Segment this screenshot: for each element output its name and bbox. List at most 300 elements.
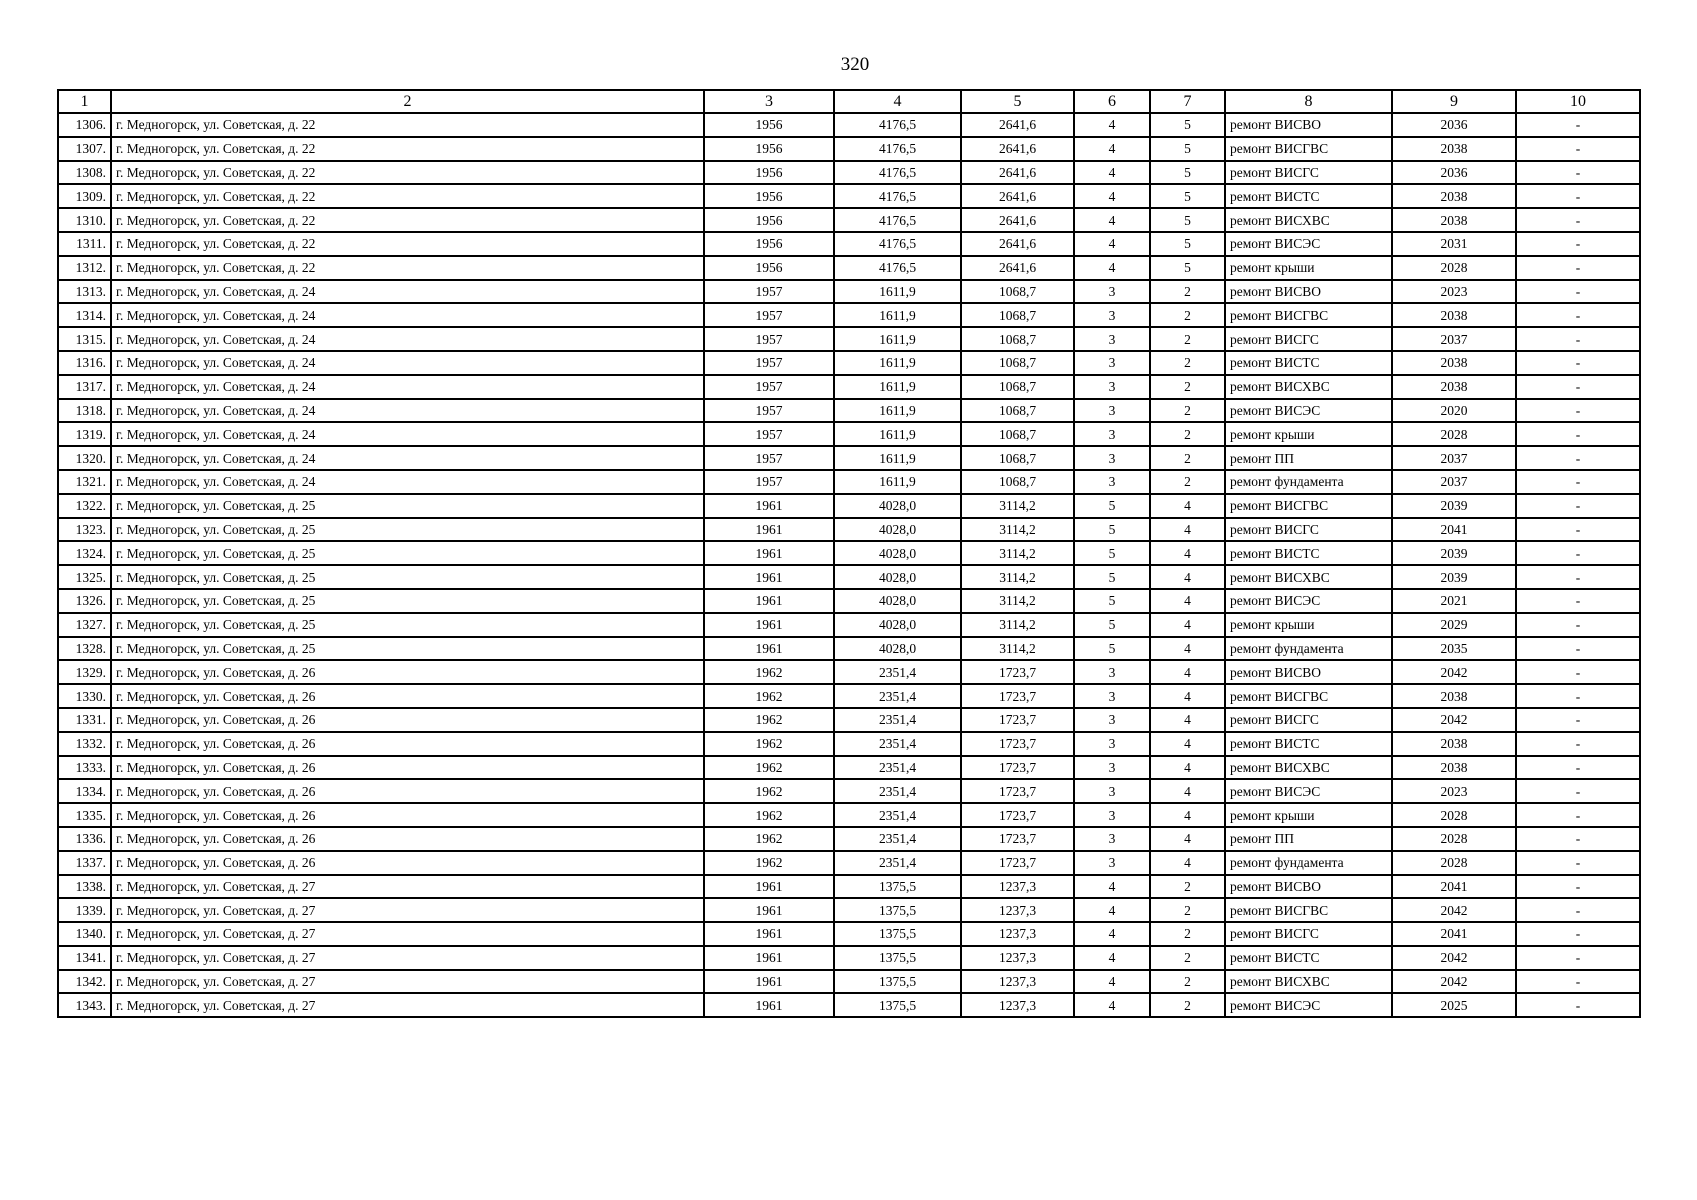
note-cell: - (1516, 232, 1640, 256)
work-type-cell: ремонт ВИСГС (1225, 327, 1392, 351)
entrances-cell: 4 (1150, 827, 1225, 851)
entrances-cell: 5 (1150, 184, 1225, 208)
year-built-cell: 1956 (704, 256, 834, 280)
work-type-cell: ремонт ВИСЭС (1225, 399, 1392, 423)
planned-year-cell: 2028 (1392, 256, 1516, 280)
living-area-cell: 2641,6 (961, 161, 1074, 185)
table-row (58, 303, 1640, 327)
work-type-cell: ремонт ВИСТС (1225, 946, 1392, 970)
floors-cell: 5 (1074, 494, 1150, 518)
work-type-cell: ремонт ВИСГС (1225, 708, 1392, 732)
year-built-cell: 1956 (704, 137, 834, 161)
table-row (58, 470, 1640, 494)
table-row (58, 161, 1640, 185)
planned-year-cell: 2038 (1392, 184, 1516, 208)
note-cell: - (1516, 256, 1640, 280)
note-cell: - (1516, 422, 1640, 446)
entrances-cell: 2 (1150, 303, 1225, 327)
work-type-cell: ремонт фундамента (1225, 637, 1392, 661)
row-number-cell: 1320. (58, 446, 111, 470)
total-area-cell: 1611,9 (834, 280, 961, 304)
floors-cell: 3 (1074, 399, 1150, 423)
floors-cell: 4 (1074, 137, 1150, 161)
total-area-cell: 4176,5 (834, 232, 961, 256)
year-built-cell: 1961 (704, 875, 834, 899)
row-number-cell: 1324. (58, 541, 111, 565)
year-built-cell: 1957 (704, 422, 834, 446)
note-cell: - (1516, 898, 1640, 922)
work-type-cell: ремонт ВИСХВС (1225, 565, 1392, 589)
address-cell: г. Медногорск, ул. Советская, д. 26 (111, 756, 704, 780)
row-number-cell: 1337. (58, 851, 111, 875)
planned-year-cell: 2042 (1392, 708, 1516, 732)
floors-cell: 3 (1074, 470, 1150, 494)
living-area-cell: 2641,6 (961, 232, 1074, 256)
total-area-cell: 1375,5 (834, 993, 961, 1017)
total-area-cell: 4176,5 (834, 208, 961, 232)
living-area-cell: 1723,7 (961, 851, 1074, 875)
floors-cell: 3 (1074, 803, 1150, 827)
table-row (58, 541, 1640, 565)
floors-cell: 4 (1074, 232, 1150, 256)
living-area-cell: 3114,2 (961, 494, 1074, 518)
total-area-cell: 2351,4 (834, 756, 961, 780)
entrances-cell: 4 (1150, 779, 1225, 803)
planned-year-cell: 2020 (1392, 399, 1516, 423)
address-cell: г. Медногорск, ул. Советская, д. 25 (111, 494, 704, 518)
planned-year-cell: 2036 (1392, 161, 1516, 185)
note-cell: - (1516, 494, 1640, 518)
floors-cell: 5 (1074, 589, 1150, 613)
year-built-cell: 1961 (704, 565, 834, 589)
column-header-3: 3 (704, 90, 834, 113)
column-header-2: 2 (111, 90, 704, 113)
floors-cell: 3 (1074, 684, 1150, 708)
total-area-cell: 1611,9 (834, 399, 961, 423)
address-cell: г. Медногорск, ул. Советская, д. 26 (111, 708, 704, 732)
address-cell: г. Медногорск, ул. Советская, д. 27 (111, 946, 704, 970)
floors-cell: 3 (1074, 303, 1150, 327)
entrances-cell: 2 (1150, 280, 1225, 304)
total-area-cell: 1611,9 (834, 327, 961, 351)
address-cell: г. Медногорск, ул. Советская, д. 24 (111, 351, 704, 375)
note-cell: - (1516, 922, 1640, 946)
year-built-cell: 1961 (704, 541, 834, 565)
work-type-cell: ремонт ПП (1225, 827, 1392, 851)
note-cell: - (1516, 708, 1640, 732)
entrances-cell: 4 (1150, 494, 1225, 518)
address-cell: г. Медногорск, ул. Советская, д. 22 (111, 161, 704, 185)
row-number-cell: 1333. (58, 756, 111, 780)
living-area-cell: 3114,2 (961, 589, 1074, 613)
entrances-cell: 4 (1150, 708, 1225, 732)
total-area-cell: 2351,4 (834, 660, 961, 684)
row-number-cell: 1319. (58, 422, 111, 446)
address-cell: г. Медногорск, ул. Советская, д. 26 (111, 779, 704, 803)
note-cell: - (1516, 827, 1640, 851)
entrances-cell: 2 (1150, 470, 1225, 494)
work-type-cell: ремонт ВИСГВС (1225, 303, 1392, 327)
living-area-cell: 1068,7 (961, 303, 1074, 327)
total-area-cell: 1611,9 (834, 470, 961, 494)
total-area-cell: 1611,9 (834, 446, 961, 470)
table-row (58, 756, 1640, 780)
living-area-cell: 1723,7 (961, 684, 1074, 708)
year-built-cell: 1957 (704, 303, 834, 327)
living-area-cell: 2641,6 (961, 184, 1074, 208)
address-cell: г. Медногорск, ул. Советская, д. 25 (111, 518, 704, 542)
planned-year-cell: 2041 (1392, 875, 1516, 899)
floors-cell: 5 (1074, 637, 1150, 661)
total-area-cell: 4176,5 (834, 256, 961, 280)
living-area-cell: 1068,7 (961, 446, 1074, 470)
note-cell: - (1516, 399, 1640, 423)
planned-year-cell: 2038 (1392, 351, 1516, 375)
total-area-cell: 2351,4 (834, 708, 961, 732)
living-area-cell: 1068,7 (961, 422, 1074, 446)
planned-year-cell: 2038 (1392, 756, 1516, 780)
table-row (58, 113, 1640, 137)
work-type-cell: ремонт ВИСХВС (1225, 375, 1392, 399)
entrances-cell: 5 (1150, 208, 1225, 232)
year-built-cell: 1961 (704, 637, 834, 661)
table-row (58, 422, 1640, 446)
table-row (58, 256, 1640, 280)
planned-year-cell: 2042 (1392, 970, 1516, 994)
row-number-cell: 1322. (58, 494, 111, 518)
entrances-cell: 4 (1150, 589, 1225, 613)
address-cell: г. Медногорск, ул. Советская, д. 27 (111, 898, 704, 922)
address-cell: г. Медногорск, ул. Советская, д. 24 (111, 303, 704, 327)
table-row (58, 232, 1640, 256)
floors-cell: 4 (1074, 946, 1150, 970)
floors-cell: 4 (1074, 875, 1150, 899)
row-number-cell: 1315. (58, 327, 111, 351)
work-type-cell: ремонт ВИСХВС (1225, 970, 1392, 994)
address-cell: г. Медногорск, ул. Советская, д. 24 (111, 399, 704, 423)
planned-year-cell: 2042 (1392, 946, 1516, 970)
table-row (58, 280, 1640, 304)
address-cell: г. Медногорск, ул. Советская, д. 26 (111, 732, 704, 756)
year-built-cell: 1956 (704, 161, 834, 185)
row-number-cell: 1326. (58, 589, 111, 613)
living-area-cell: 1723,7 (961, 732, 1074, 756)
work-type-cell: ремонт ВИСВО (1225, 660, 1392, 684)
address-cell: г. Медногорск, ул. Советская, д. 25 (111, 637, 704, 661)
table-row (58, 898, 1640, 922)
floors-cell: 4 (1074, 184, 1150, 208)
living-area-cell: 1068,7 (961, 470, 1074, 494)
address-cell: г. Медногорск, ул. Советская, д. 26 (111, 684, 704, 708)
row-number-cell: 1339. (58, 898, 111, 922)
floors-cell: 4 (1074, 993, 1150, 1017)
year-built-cell: 1962 (704, 684, 834, 708)
row-number-cell: 1314. (58, 303, 111, 327)
address-cell: г. Медногорск, ул. Советская, д. 22 (111, 113, 704, 137)
row-number-cell: 1340. (58, 922, 111, 946)
planned-year-cell: 2021 (1392, 589, 1516, 613)
planned-year-cell: 2042 (1392, 898, 1516, 922)
entrances-cell: 4 (1150, 637, 1225, 661)
planned-year-cell: 2031 (1392, 232, 1516, 256)
year-built-cell: 1956 (704, 232, 834, 256)
note-cell: - (1516, 779, 1640, 803)
table-row (58, 732, 1640, 756)
year-built-cell: 1962 (704, 732, 834, 756)
planned-year-cell: 2028 (1392, 803, 1516, 827)
floors-cell: 3 (1074, 446, 1150, 470)
year-built-cell: 1961 (704, 970, 834, 994)
table-row (58, 946, 1640, 970)
year-built-cell: 1957 (704, 351, 834, 375)
address-cell: г. Медногорск, ул. Советская, д. 24 (111, 327, 704, 351)
row-number-cell: 1311. (58, 232, 111, 256)
work-type-cell: ремонт ВИСГС (1225, 922, 1392, 946)
entrances-cell: 4 (1150, 660, 1225, 684)
entrances-cell: 2 (1150, 327, 1225, 351)
floors-cell: 3 (1074, 779, 1150, 803)
living-area-cell: 3114,2 (961, 613, 1074, 637)
year-built-cell: 1961 (704, 494, 834, 518)
note-cell: - (1516, 684, 1640, 708)
row-number-cell: 1332. (58, 732, 111, 756)
table-row (58, 803, 1640, 827)
address-cell: г. Медногорск, ул. Советская, д. 26 (111, 660, 704, 684)
column-header-1: 1 (58, 90, 111, 113)
work-type-cell: ремонт ВИСХВС (1225, 208, 1392, 232)
entrances-cell: 4 (1150, 518, 1225, 542)
row-number-cell: 1306. (58, 113, 111, 137)
year-built-cell: 1962 (704, 756, 834, 780)
note-cell: - (1516, 518, 1640, 542)
year-built-cell: 1962 (704, 827, 834, 851)
work-type-cell: ремонт ВИСВО (1225, 113, 1392, 137)
entrances-cell: 5 (1150, 113, 1225, 137)
year-built-cell: 1961 (704, 946, 834, 970)
living-area-cell: 1068,7 (961, 280, 1074, 304)
table-row (58, 137, 1640, 161)
total-area-cell: 4028,0 (834, 589, 961, 613)
table-row (58, 446, 1640, 470)
floors-cell: 4 (1074, 898, 1150, 922)
work-type-cell: ремонт фундамента (1225, 470, 1392, 494)
entrances-cell: 2 (1150, 922, 1225, 946)
row-number-cell: 1316. (58, 351, 111, 375)
year-built-cell: 1957 (704, 375, 834, 399)
planned-year-cell: 2038 (1392, 732, 1516, 756)
year-built-cell: 1957 (704, 399, 834, 423)
year-built-cell: 1962 (704, 660, 834, 684)
column-header-9: 9 (1392, 90, 1516, 113)
planned-year-cell: 2037 (1392, 470, 1516, 494)
living-area-cell: 1237,3 (961, 875, 1074, 899)
address-cell: г. Медногорск, ул. Советская, д. 24 (111, 446, 704, 470)
entrances-cell: 2 (1150, 898, 1225, 922)
total-area-cell: 1611,9 (834, 375, 961, 399)
floors-cell: 3 (1074, 660, 1150, 684)
entrances-cell: 4 (1150, 851, 1225, 875)
living-area-cell: 2641,6 (961, 113, 1074, 137)
entrances-cell: 2 (1150, 993, 1225, 1017)
work-type-cell: ремонт ВИСЭС (1225, 779, 1392, 803)
entrances-cell: 4 (1150, 684, 1225, 708)
row-number-cell: 1308. (58, 161, 111, 185)
year-built-cell: 1957 (704, 446, 834, 470)
planned-year-cell: 2041 (1392, 922, 1516, 946)
note-cell: - (1516, 375, 1640, 399)
address-cell: г. Медногорск, ул. Советская, д. 22 (111, 208, 704, 232)
work-type-cell: ремонт ВИСТС (1225, 351, 1392, 375)
repair-schedule-table (57, 89, 1641, 1018)
total-area-cell: 4028,0 (834, 541, 961, 565)
planned-year-cell: 2036 (1392, 113, 1516, 137)
work-type-cell: ремонт ВИСГВС (1225, 898, 1392, 922)
table-row (58, 779, 1640, 803)
floors-cell: 3 (1074, 851, 1150, 875)
address-cell: г. Медногорск, ул. Советская, д. 22 (111, 137, 704, 161)
planned-year-cell: 2042 (1392, 660, 1516, 684)
year-built-cell: 1957 (704, 470, 834, 494)
planned-year-cell: 2038 (1392, 137, 1516, 161)
floors-cell: 5 (1074, 541, 1150, 565)
year-built-cell: 1961 (704, 518, 834, 542)
total-area-cell: 2351,4 (834, 851, 961, 875)
address-cell: г. Медногорск, ул. Советская, д. 25 (111, 565, 704, 589)
address-cell: г. Медногорск, ул. Советская, д. 24 (111, 470, 704, 494)
planned-year-cell: 2039 (1392, 565, 1516, 589)
work-type-cell: ремонт ВИСЭС (1225, 993, 1392, 1017)
table-row (58, 708, 1640, 732)
planned-year-cell: 2038 (1392, 684, 1516, 708)
address-cell: г. Медногорск, ул. Советская, д. 27 (111, 875, 704, 899)
work-type-cell: ремонт ВИСТС (1225, 732, 1392, 756)
row-number-cell: 1307. (58, 137, 111, 161)
table-row (58, 922, 1640, 946)
entrances-cell: 5 (1150, 232, 1225, 256)
total-area-cell: 1375,5 (834, 875, 961, 899)
row-number-cell: 1312. (58, 256, 111, 280)
table-row (58, 518, 1640, 542)
work-type-cell: ремонт ВИСТС (1225, 184, 1392, 208)
row-number-cell: 1342. (58, 970, 111, 994)
floors-cell: 4 (1074, 161, 1150, 185)
row-number-cell: 1330. (58, 684, 111, 708)
planned-year-cell: 2029 (1392, 613, 1516, 637)
note-cell: - (1516, 280, 1640, 304)
living-area-cell: 1723,7 (961, 827, 1074, 851)
row-number-cell: 1318. (58, 399, 111, 423)
planned-year-cell: 2028 (1392, 422, 1516, 446)
address-cell: г. Медногорск, ул. Советская, д. 26 (111, 827, 704, 851)
planned-year-cell: 2023 (1392, 280, 1516, 304)
row-number-cell: 1343. (58, 993, 111, 1017)
row-number-cell: 1336. (58, 827, 111, 851)
row-number-cell: 1329. (58, 660, 111, 684)
address-cell: г. Медногорск, ул. Советская, д. 25 (111, 541, 704, 565)
row-number-cell: 1313. (58, 280, 111, 304)
total-area-cell: 4028,0 (834, 565, 961, 589)
living-area-cell: 1237,3 (961, 993, 1074, 1017)
entrances-cell: 4 (1150, 732, 1225, 756)
table-row (58, 589, 1640, 613)
planned-year-cell: 2037 (1392, 446, 1516, 470)
header-row (58, 90, 1640, 113)
row-number-cell: 1338. (58, 875, 111, 899)
entrances-cell: 2 (1150, 970, 1225, 994)
address-cell: г. Медногорск, ул. Советская, д. 25 (111, 613, 704, 637)
note-cell: - (1516, 351, 1640, 375)
note-cell: - (1516, 875, 1640, 899)
total-area-cell: 1375,5 (834, 898, 961, 922)
work-type-cell: ремонт крыши (1225, 613, 1392, 637)
total-area-cell: 4028,0 (834, 613, 961, 637)
table-row (58, 399, 1640, 423)
living-area-cell: 3114,2 (961, 637, 1074, 661)
table-row (58, 684, 1640, 708)
work-type-cell: ремонт ВИСТС (1225, 541, 1392, 565)
floors-cell: 3 (1074, 732, 1150, 756)
total-area-cell: 1611,9 (834, 351, 961, 375)
planned-year-cell: 2041 (1392, 518, 1516, 542)
living-area-cell: 1068,7 (961, 399, 1074, 423)
total-area-cell: 2351,4 (834, 827, 961, 851)
note-cell: - (1516, 993, 1640, 1017)
note-cell: - (1516, 637, 1640, 661)
total-area-cell: 4028,0 (834, 518, 961, 542)
page-number: 320 (840, 54, 870, 75)
note-cell: - (1516, 470, 1640, 494)
work-type-cell: ремонт крыши (1225, 422, 1392, 446)
column-header-5: 5 (961, 90, 1074, 113)
floors-cell: 4 (1074, 208, 1150, 232)
living-area-cell: 1723,7 (961, 803, 1074, 827)
column-header-7: 7 (1150, 90, 1225, 113)
table-row (58, 184, 1640, 208)
total-area-cell: 4176,5 (834, 184, 961, 208)
note-cell: - (1516, 541, 1640, 565)
total-area-cell: 1375,5 (834, 946, 961, 970)
entrances-cell: 2 (1150, 375, 1225, 399)
floors-cell: 3 (1074, 708, 1150, 732)
entrances-cell: 2 (1150, 875, 1225, 899)
total-area-cell: 2351,4 (834, 803, 961, 827)
floors-cell: 5 (1074, 613, 1150, 637)
planned-year-cell: 2023 (1392, 779, 1516, 803)
year-built-cell: 1962 (704, 708, 834, 732)
note-cell: - (1516, 970, 1640, 994)
living-area-cell: 1237,3 (961, 898, 1074, 922)
floors-cell: 3 (1074, 327, 1150, 351)
entrances-cell: 5 (1150, 137, 1225, 161)
year-built-cell: 1961 (704, 589, 834, 613)
planned-year-cell: 2025 (1392, 993, 1516, 1017)
table-row (58, 375, 1640, 399)
floors-cell: 4 (1074, 113, 1150, 137)
living-area-cell: 1237,3 (961, 922, 1074, 946)
row-number-cell: 1328. (58, 637, 111, 661)
living-area-cell: 1723,7 (961, 756, 1074, 780)
total-area-cell: 4028,0 (834, 637, 961, 661)
floors-cell: 3 (1074, 756, 1150, 780)
work-type-cell: ремонт ВИСГС (1225, 518, 1392, 542)
living-area-cell: 1068,7 (961, 351, 1074, 375)
planned-year-cell: 2028 (1392, 827, 1516, 851)
row-number-cell: 1335. (58, 803, 111, 827)
planned-year-cell: 2039 (1392, 494, 1516, 518)
row-number-cell: 1341. (58, 946, 111, 970)
floors-cell: 4 (1074, 256, 1150, 280)
total-area-cell: 4176,5 (834, 137, 961, 161)
